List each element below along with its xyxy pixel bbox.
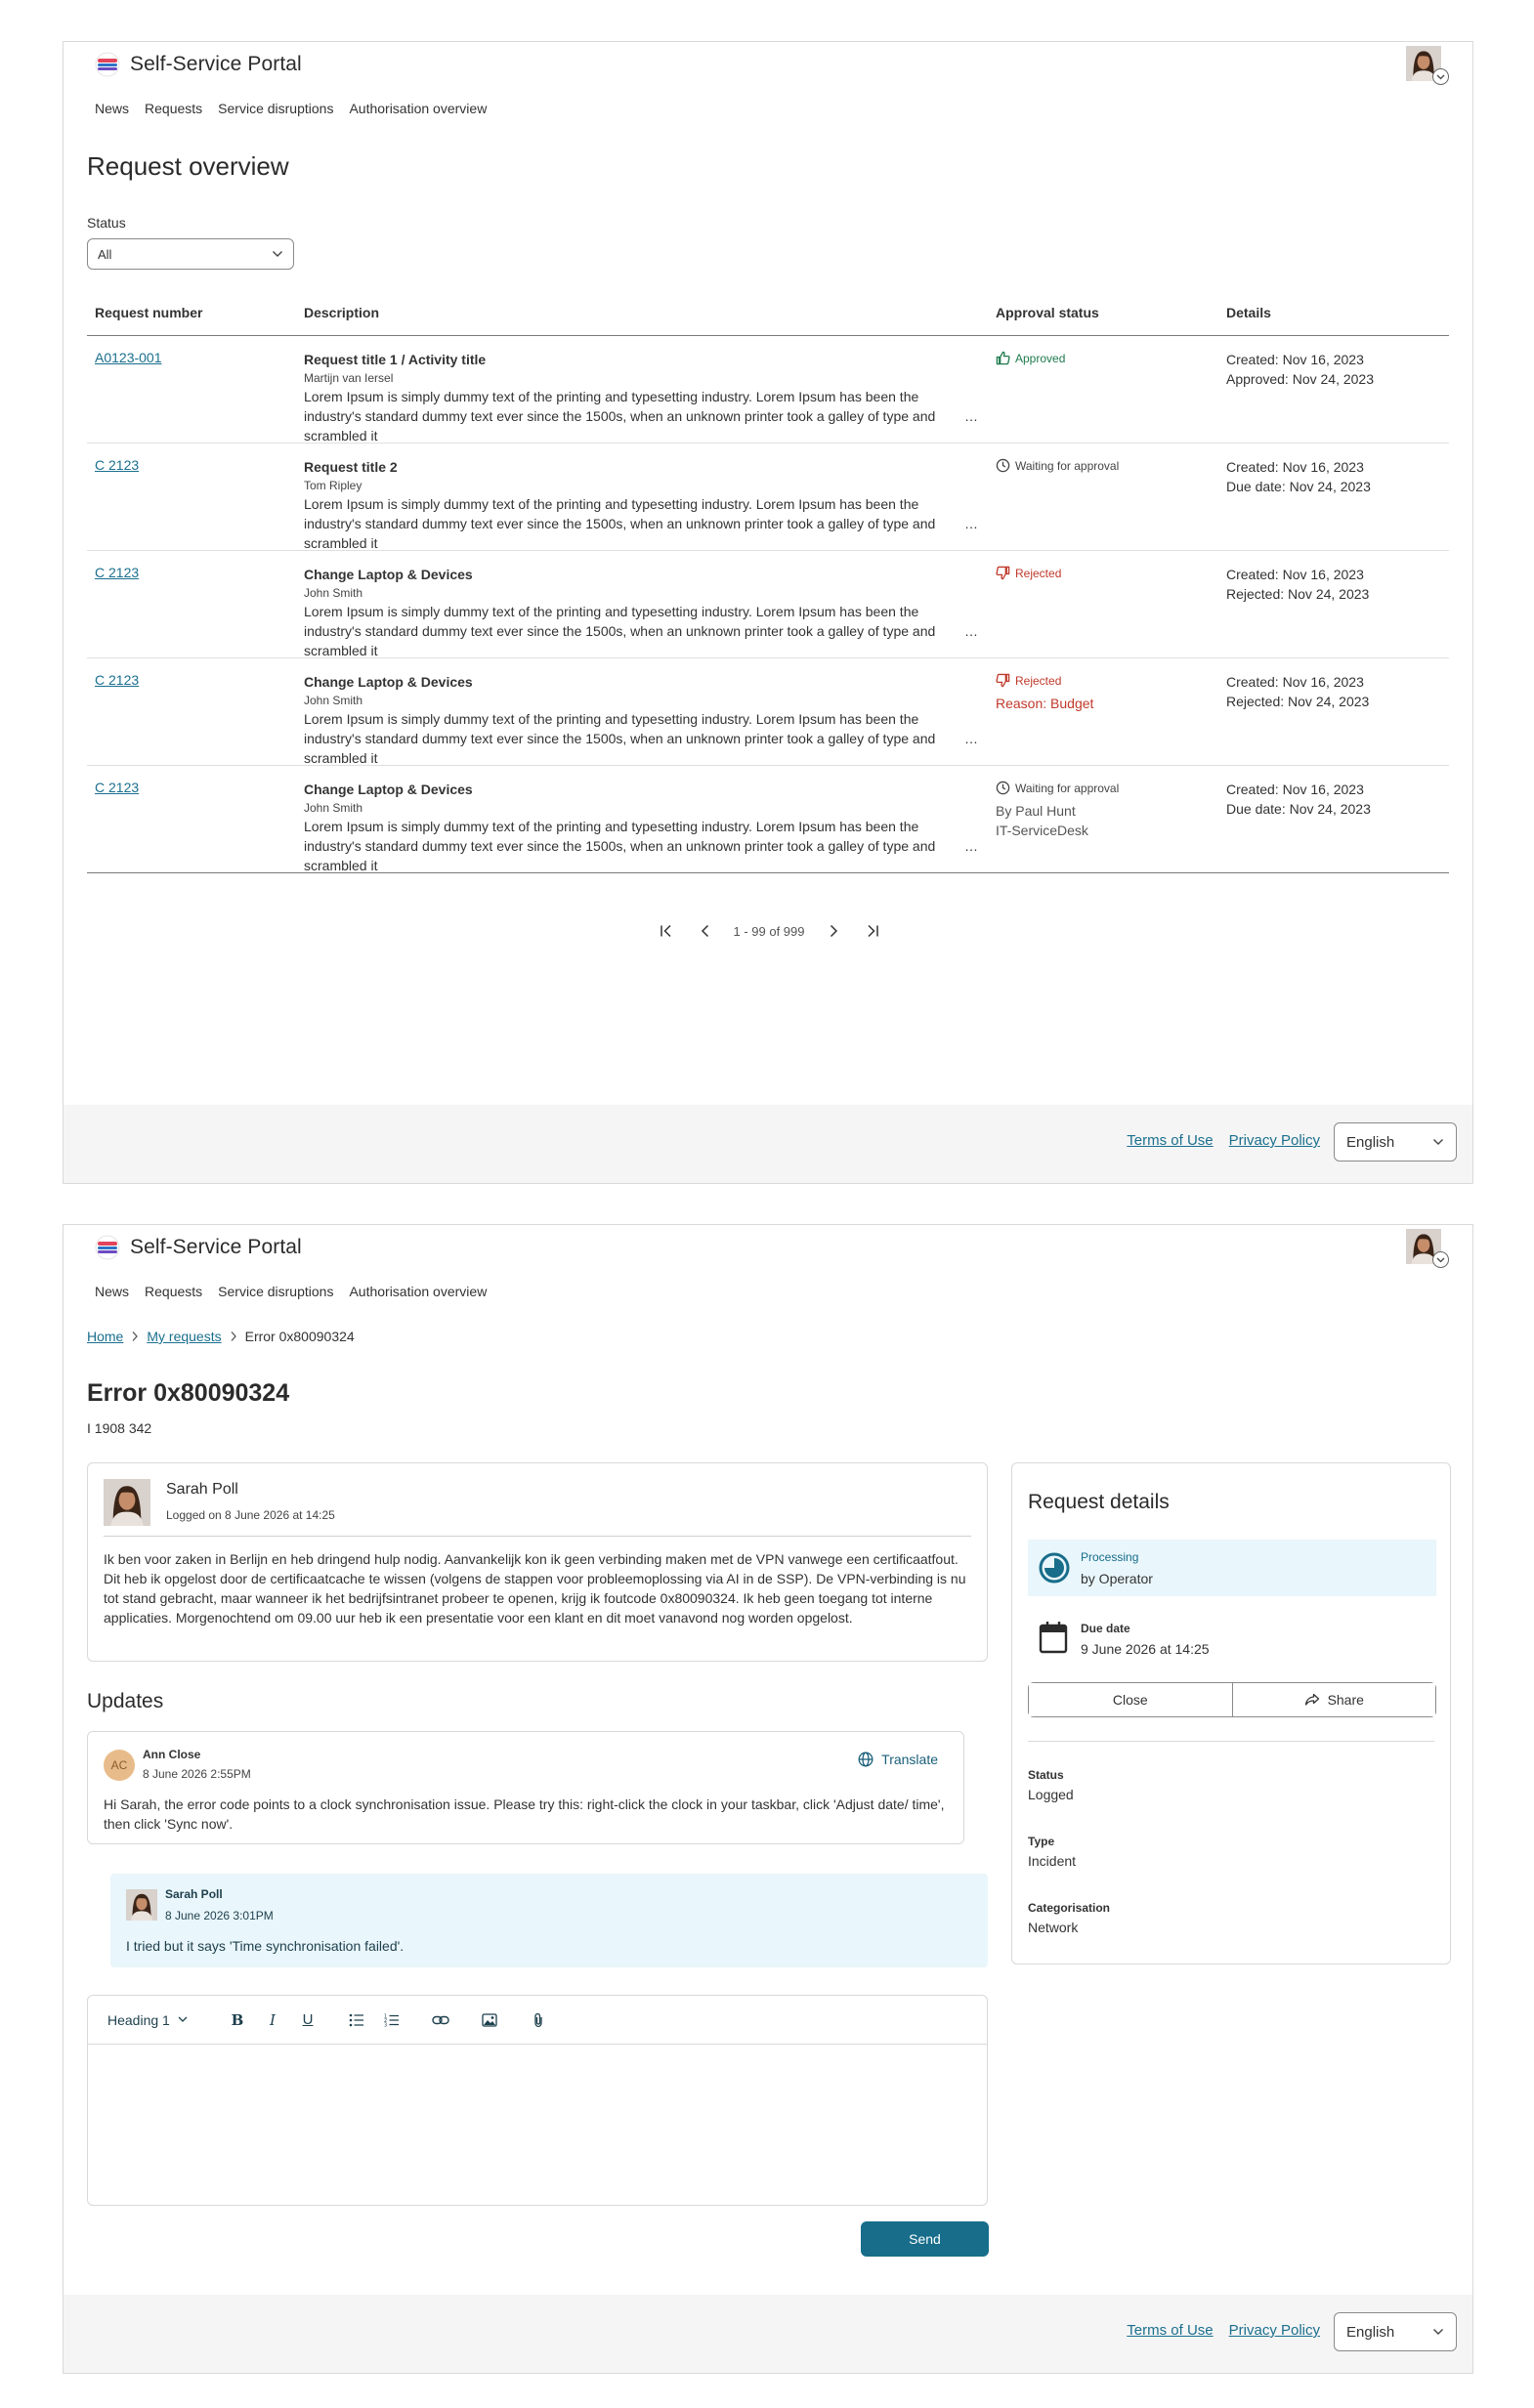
approval-status-text: Waiting for approval [1015,781,1120,795]
avatar: AC [104,1750,135,1781]
request-description: Lorem Ipsum is simply dummy text of the printing and typesetting industry. Lorem Ipsum has been the industry's standard dummy text ever since the 1500s, when an unknown printer took a galley of type and scrambled it … [304,603,978,658]
initial-message-card [87,1462,988,1662]
nav-news[interactable]: News [95,101,130,116]
thumbs-down-icon [996,673,1010,688]
language-select[interactable] [1334,1122,1457,1162]
table-row[interactable] [87,443,1449,550]
editor-toolbar [88,1996,987,2045]
request-description: Lorem Ipsum is simply dummy text of the printing and typesetting industry. Lorem Ipsum has been the industry's standard dummy text ever since the 1500s, when an unknown printer took a galley of type and scrambled it … [304,710,978,766]
chevron-right-icon [230,1331,237,1342]
table-row[interactable] [87,657,1449,765]
request-number-link[interactable]: C 2123 [95,456,140,473]
chevron-down-icon [1432,1138,1444,1146]
close-request-label: Close [1112,1692,1148,1708]
message-date: Logged on 8 June 2026 at 14:25 [166,1508,335,1522]
top-bar [64,1225,1472,1323]
field-categorisation [1028,1899,1110,1938]
request-actions [1028,1682,1436,1717]
divider [104,1536,971,1537]
approval-status [996,780,1211,797]
portal-logo-icon [95,1235,120,1260]
status-filter-label: Status [87,215,126,231]
request-description-text: Lorem Ipsum is simply dummy text of the printing and typesetting industry. Lorem Ipsum has been the industry's standard dummy text ever since the 1500s, when an unknown printer took a galley of type and scrambled it [304,603,936,658]
table-header-row [87,290,1449,335]
request-detail-screen [63,1224,1473,2374]
top-bar [64,42,1472,140]
request-description-text: Lorem Ipsum is simply dummy text of the printing and typesetting industry. Lorem Ipsum has been the industry's standard dummy text ever since the 1500s, when an unknown printer took a galley of type and scrambled it [304,495,936,551]
approver-name: By Paul Hunt [996,802,1076,819]
underline-icon[interactable]: U [302,2011,314,2028]
attachment-icon[interactable] [528,2009,549,2031]
field-value: Incident [1028,1853,1077,1869]
chevron-right-icon [131,1331,139,1342]
translate-label: Translate [881,1752,938,1767]
language-value: English [1346,1133,1395,1151]
globe-icon [858,1752,874,1767]
bullet-list-icon[interactable] [346,2009,367,2031]
nav-service-disruptions[interactable]: Service disruptions [218,101,334,116]
request-person: Martijn van Iersel [304,370,394,385]
request-person: John Smith [304,585,363,600]
share-button[interactable] [1232,1683,1436,1716]
svg-text:3: 3 [384,2022,388,2028]
request-person: John Smith [304,800,363,815]
numbered-list-icon[interactable] [381,2009,403,2031]
page-title: Error 0x80090324 [87,1379,290,1407]
clock-icon [996,458,1010,473]
message-author: Sarah Poll [166,1481,238,1498]
approval-status-text: Approved [1015,351,1066,365]
avatar [104,1479,150,1526]
user-menu-button[interactable] [1406,1229,1449,1268]
calendar-icon [1038,1620,1069,1655]
nav-news[interactable]: News [95,1284,130,1299]
request-title: Request title 2 [304,458,398,475]
column-header-details[interactable]: Details [1218,290,1449,335]
update-text: Hi Sarah, the error code points to a clock synchronisation issue. Please try this: right-click the clock in your taskbar, click 'Adjust date/ time', then click 'Sync now'. [104,1796,945,1832]
updates-heading: Updates [87,1690,164,1712]
link-icon[interactable] [430,2009,451,2031]
first-page-button[interactable] [656,920,677,942]
request-description-text: Lorem Ipsum is simply dummy text of the printing and typesetting industry. Lorem Ipsum has been the industry's standard dummy text ever since the 1500s, when an unknown printer took a galley of type and scrambled it [304,818,936,873]
due-date [1028,1616,1436,1665]
svg-text:1: 1 [384,2013,388,2019]
request-title: Change Laptop & Devices [304,673,473,690]
portal-logo-icon [95,52,120,77]
terms-of-use-link[interactable]: Terms of Use [1127,1132,1214,1149]
request-created: Created: Nov 16, 2023 [1226,781,1364,797]
field-value: Logged [1028,1787,1074,1802]
request-description: Lorem Ipsum is simply dummy text of the printing and typesetting industry. Lorem Ipsum has been the industry's standard dummy text ever since the 1500s, when an unknown printer took a galley of type and scrambled it … [304,818,978,873]
request-detail-date: Rejected: Nov 24, 2023 [1226,693,1370,709]
privacy-policy-link[interactable]: Privacy Policy [1228,2322,1320,2339]
requests-table [87,290,1449,873]
request-detail-date: Rejected: Nov 24, 2023 [1226,585,1370,602]
column-header-request-number[interactable]: Request number [87,290,296,335]
clock-icon [996,781,1010,795]
field-label: Categorisation [1028,1901,1111,1915]
language-value: English [1346,2323,1395,2341]
user-menu-button[interactable] [1406,46,1449,85]
breadcrumb-current: Error 0x80090324 [244,1329,355,1344]
prev-page-button[interactable] [695,920,716,942]
rejection-reason: Reason: Budget [996,695,1094,711]
column-header-description[interactable]: Description [296,290,988,335]
processing-status [1028,1540,1436,1596]
request-detail-date: Approved: Nov 24, 2023 [1226,370,1374,387]
nav-requests[interactable]: Requests [145,101,203,116]
divider [1028,1741,1434,1742]
chevron-down-icon [272,250,283,258]
request-person: John Smith [304,693,363,707]
chevron-down-icon [1432,2328,1444,2336]
request-details-panel [1011,1462,1451,1964]
breadcrumb-my-requests[interactable]: My requests [147,1329,222,1344]
share-icon [1304,1693,1320,1707]
page-title: Request overview [87,151,289,181]
privacy-policy-link[interactable]: Privacy Policy [1228,1132,1320,1149]
last-page-icon [866,924,879,938]
share-label: Share [1327,1692,1364,1708]
request-overview-screen [63,41,1473,1184]
main-nav [87,99,494,118]
footer [64,2295,1472,2373]
chevron-down-icon [1432,68,1449,85]
update-card [87,1731,964,1844]
field-label: Status [1028,1768,1064,1782]
last-page-button[interactable] [862,920,883,942]
avatar [126,1889,157,1921]
translate-button[interactable] [858,1752,938,1767]
request-detail-date: Due date: Nov 24, 2023 [1226,478,1371,494]
update-date: 8 June 2026 2:55PM [143,1767,251,1781]
request-created: Created: Nov 16, 2023 [1226,458,1364,475]
request-detail-date: Due date: Nov 24, 2023 [1226,800,1371,817]
update-author: Ann Close [143,1748,201,1761]
approval-status [996,350,1211,367]
brand[interactable] [95,1235,302,1260]
italic-icon[interactable]: I [270,2010,276,2029]
reply-card [110,1874,988,1967]
heading-select-value: Heading 1 [107,2011,170,2028]
send-button[interactable]: Send [861,2221,989,2257]
request-description: Lorem Ipsum is simply dummy text of the printing and typesetting industry. Lorem Ipsum has been the industry's standard dummy text ever since the 1500s, when an unknown printer took a galley of type and scrambled it … [304,495,978,551]
approval-status [996,672,1211,690]
prev-page-icon [699,924,712,938]
main-nav [87,1282,494,1301]
image-icon[interactable] [479,2009,500,2031]
approver-group: IT-ServiceDesk [996,822,1088,838]
nav-authorisation-overview[interactable]: Authorisation overview [349,1284,488,1299]
thumbs-down-icon [996,566,1010,580]
thumbs-up-icon [996,351,1010,365]
table-row[interactable] [87,765,1449,872]
request-id: I 1908 342 [87,1420,152,1436]
request-title: Change Laptop & Devices [304,781,473,797]
close-request-button[interactable] [1029,1683,1232,1716]
due-date-value: 9 June 2026 at 14:25 [1081,1641,1210,1657]
request-number-link[interactable]: A0123-001 [95,349,162,365]
column-header-approval-status[interactable]: Approval status [988,290,1218,335]
processing-by: by Operator [1081,1571,1153,1586]
request-number-link[interactable]: C 2123 [95,564,140,580]
panel-title: Request details [1028,1491,1170,1513]
approval-status-text: Rejected [1015,566,1062,580]
pagination [64,920,1474,942]
heading-select[interactable] [107,2012,227,2028]
nav-service-disruptions[interactable]: Service disruptions [218,1284,334,1299]
brand[interactable] [95,52,302,77]
field-type [1028,1833,1076,1872]
request-description: Lorem Ipsum is simply dummy text of the printing and typesetting industry. Lorem Ipsum has been the industry's standard dummy text ever since the 1500s, when an unknown printer took a galley of type and scrambled it … [304,388,978,444]
due-date-label: Due date [1081,1622,1130,1635]
nav-requests[interactable]: Requests [145,1284,203,1299]
reply-text: I tried but it says 'Time synchronisation failed'. [126,1938,405,1954]
message-text: Ik ben voor zaken in Berlijn en heb dringend hulp nodig. Aanvankelijk kon ik geen verbinding maken met de VPN vanwege een certificaatfout. Dit heb ik opgelost door de certificaatcache te wissen (volgens de stappen voor probleemoplossing via AI in de SSP). De VPN-verbinding is nu tot stand gebracht, maar wanneer ik het bedrijfsintranet probeer te openen, krijg ik foutcode 0x80090324. Ik heb geen toegang tot interne applicaties. Morgenochtend om 09.00 uur heb ik een presentatie voor een klant en dit moet vanavond nog worden opgelost. [104,1551,966,1626]
breadcrumb [87,1329,355,1344]
request-description-text: Lorem Ipsum is simply dummy text of the printing and typesetting industry. Lorem Ipsum has been the industry's standard dummy text ever since the 1500s, when an unknown printer took a galley of type and scrambled it [304,388,936,444]
svg-text:2: 2 [384,2017,388,2024]
status-filter-select[interactable] [87,238,294,270]
progress-pie-icon [1038,1551,1071,1584]
next-page-icon [827,924,840,938]
app-title: Self-Service Portal [130,53,302,75]
bold-icon[interactable]: B [231,2010,244,2029]
request-created: Created: Nov 16, 2023 [1226,566,1364,582]
field-value: Network [1028,1920,1079,1935]
message-editor [87,1995,988,2206]
chevron-down-icon [178,2016,188,2023]
status-filter-value: All [98,246,112,262]
chevron-down-icon [1432,1251,1449,1268]
request-title: Request title 1 / Activity title [304,351,487,367]
request-title: Change Laptop & Devices [304,566,473,582]
approval-status-text: Waiting for approval [1015,458,1120,473]
table-row[interactable] [87,335,1449,443]
approval-status [996,565,1211,582]
footer [64,1105,1472,1183]
nav-authorisation-overview[interactable]: Authorisation overview [349,101,488,116]
request-number-link[interactable]: C 2123 [95,779,140,795]
pagination-range: 1 - 99 of 999 [733,923,805,939]
request-person: Tom Ripley [304,478,362,492]
approval-status [996,457,1211,475]
app-title: Self-Service Portal [130,1236,302,1258]
reply-date: 8 June 2026 3:01PM [165,1909,274,1922]
next-page-button[interactable] [823,920,844,942]
reply-author: Sarah Poll [165,1887,223,1901]
terms-of-use-link[interactable]: Terms of Use [1127,2322,1214,2339]
language-select[interactable] [1334,2312,1457,2351]
request-description-text: Lorem Ipsum is simply dummy text of the printing and typesetting industry. Lorem Ipsum has been the industry's standard dummy text ever since the 1500s, when an unknown printer took a galley of type and scrambled it [304,710,936,766]
request-number-link[interactable]: C 2123 [95,671,140,688]
processing-state: Processing [1081,1550,1139,1564]
breadcrumb-home[interactable]: Home [87,1329,124,1344]
first-page-icon [660,924,673,938]
table-row[interactable] [87,550,1449,657]
request-created: Created: Nov 16, 2023 [1226,351,1364,367]
request-created: Created: Nov 16, 2023 [1226,673,1364,690]
approval-status-text: Rejected [1015,673,1062,688]
message-textarea[interactable] [88,2046,987,2205]
field-status [1028,1766,1074,1805]
field-label: Type [1028,1835,1055,1848]
